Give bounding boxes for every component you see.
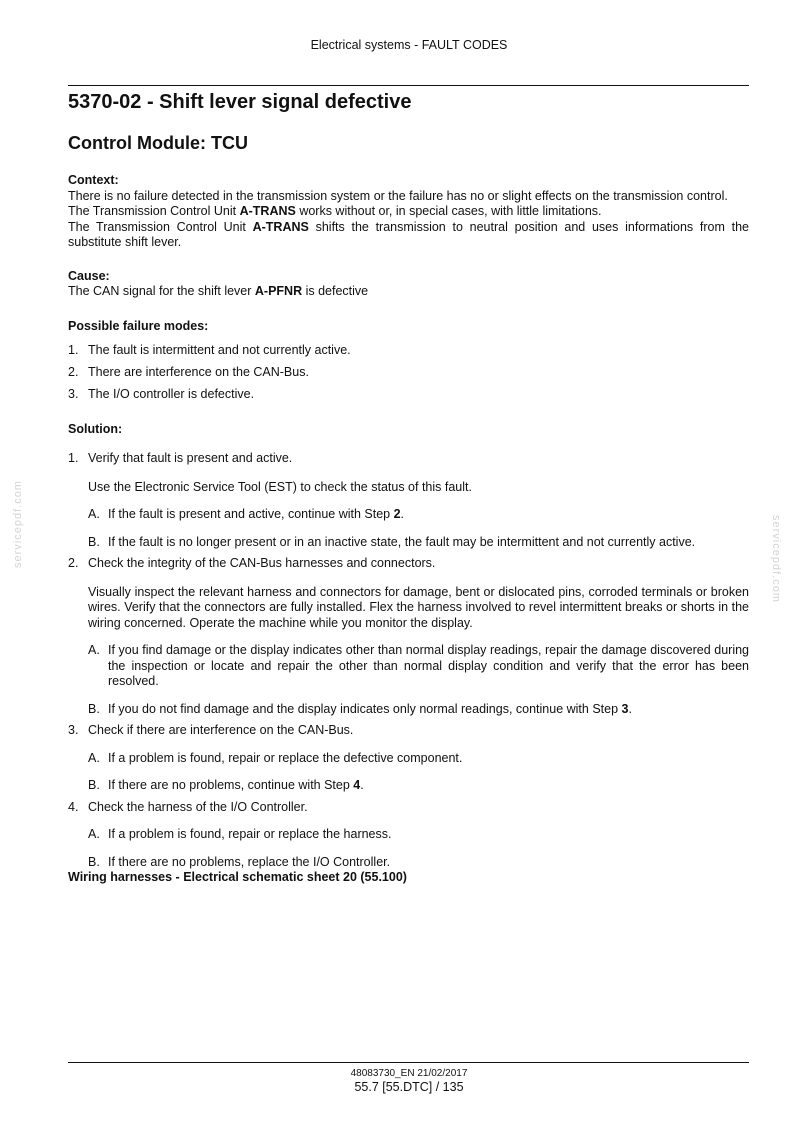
document-body [68,89,749,886]
solution-steps [68,451,749,870]
solution-label: Solution: [68,421,123,436]
context-label: Context: [68,173,119,187]
cause-text: The CAN signal for the shift lever A-PFNR is defective [68,284,369,298]
step-4-option-b: B. If there are no problems, replace the I/O Controller. [88,854,391,869]
step-1-option-a: A. If the fault is present and active, continue with Step 2. [88,507,405,521]
page-title: 5370-02 - Shift lever signal defective [68,91,412,113]
context-section [68,173,749,251]
step-3-option-a: A. If a problem is found, repair or replace the defective component. [88,750,463,765]
control-module-heading: Control Module: TCU [68,133,248,153]
cause-label: Cause: [68,268,110,283]
step-4-option-a: A. If a problem is found, repair or replace the harness. [88,827,392,841]
list-item: 1. The fault is intermittent and not currently active. [68,343,351,357]
failure-modes-label: Possible failure modes: [68,318,209,333]
solution-section [68,422,749,886]
step-1-description: Use the Electronic Service Tool (EST) to check the status of this fault. [88,479,472,494]
footer-rule [68,1062,749,1063]
solution-step-1: 1. Verify that fault is present and active. [68,451,293,465]
wiring-reference-link[interactable]: Wiring harnesses - Electrical schematic sheet 20 (55.100) [68,870,407,884]
header-rule [68,85,749,86]
page-header: Electrical systems - FAULT CODES [310,38,508,52]
solution-step-2: 2. Check the integrity of the CAN-Bus harnesses and connectors. [68,556,436,570]
step-1-option-b: B. If the fault is no longer present or in an inactive state, the fault may be intermittent and not currently active. [88,534,696,549]
list-item: 2. There are interference on the CAN-Bus. [68,365,309,379]
context-paragraph-3: The Transmission Control Unit A-TRANS shifts the transmission to neutral position and uses informations from the substitute shift lever. [68,219,749,249]
step-2-option-a: A. If you find damage or the display indicates other than normal display readings, repair the damage discovered during the inspection or locate and repair the other than normal display condition and verify that the error has been resolved. [88,643,749,688]
step-2-option-b: B. If you do not find damage and the display indicates only normal readings, continue with Step 3. [88,701,632,716]
list-item: 3. The I/O controller is defective. [68,387,255,401]
solution-step-4: 4. Check the harness of the I/O Controller. [68,799,308,814]
failure-modes-list [68,343,749,403]
context-paragraph-1: There is no failure detected in the transmission system or the failure has no or slight effects on the transmission control. [68,188,728,203]
watermark-right: servicepdf.com [770,515,782,603]
cause-section [68,269,749,300]
solution-step-3: 3. Check if there are interference on the CAN-Bus. [68,723,354,737]
watermark-left: servicepdf.com [12,480,24,568]
context-paragraph-2: The Transmission Control Unit A-TRANS works without or, in special cases, with little limitations. [68,204,602,218]
failure-modes-section [68,319,749,403]
step-3-option-b: B. If there are no problems, continue with Step 4. [88,778,364,792]
footer-page-number: 55.7 [55.DTC] / 135 [354,1080,464,1094]
step-2-description: Visually inspect the relevant harness and connectors for damage, bent or dislocated pins, corroded terminals or broken wires. Verify that the connectors are fully installed. Flex the harness involved to revel intermittent breaks or shorts in the wiring concerned. Operate the machine while you monitor the display. [88,584,749,630]
footer-doc-id: 48083730_EN 21/02/2017 [350,1068,468,1079]
